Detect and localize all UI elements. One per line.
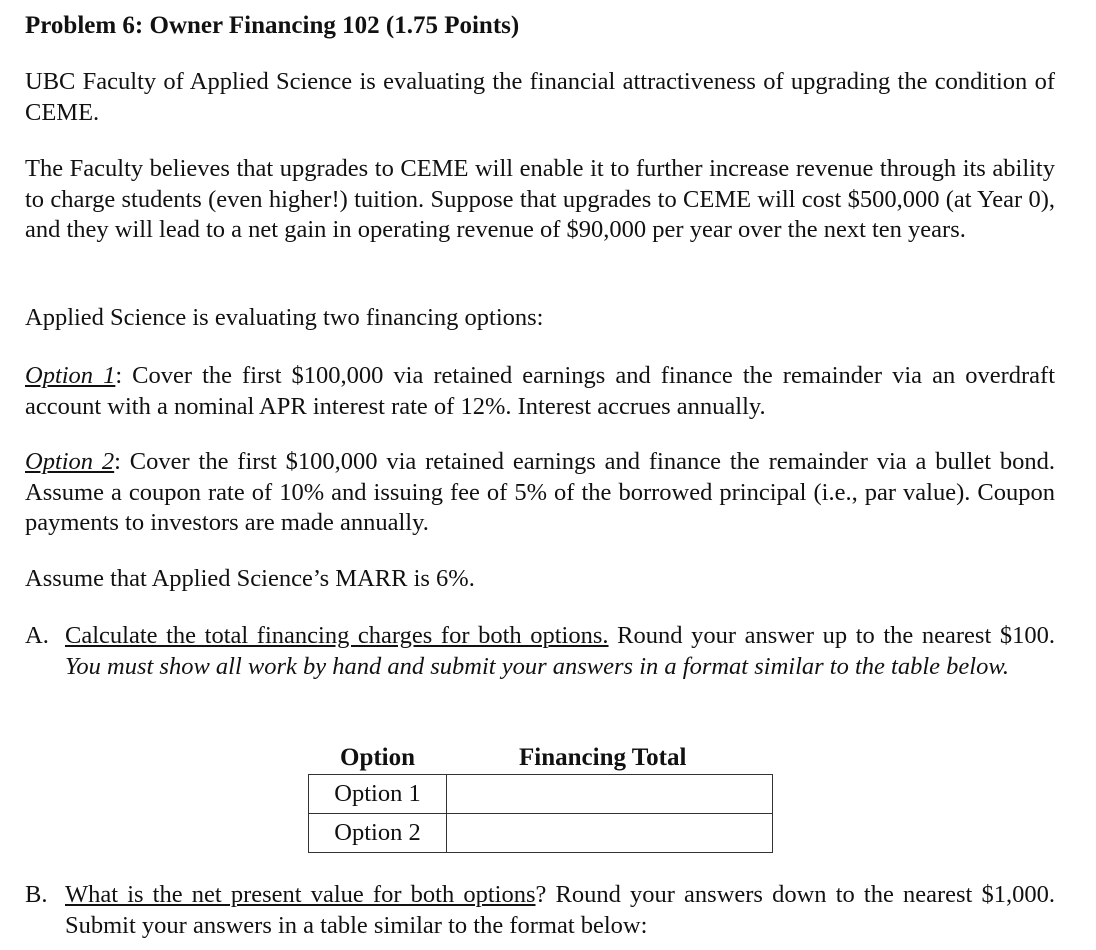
options-intro: Applied Science is evaluating two financing options: — [25, 304, 544, 331]
question-b-plain: ? Round your answers down to the nearest $1,000. Submit your answers in a table similar to the format below: — [65, 881, 1055, 939]
question-a-italic: You must show all work by hand and submit your answers in a format similar to the table below. — [65, 652, 1009, 680]
context-paragraph: The Faculty believes that upgrades to CEME will enable it to further increase revenue through its ability to charge students (even higher!) tuition. Suppose that upgrades to CEME will cost $500,000 (at Year 0), and they will lead to a net gain in operating revenue of $90,000 per year over the next ten years. — [25, 155, 1055, 243]
problem-title: Problem 6: Owner Financing 102 (1.75 Points) — [25, 12, 520, 39]
option-2-text: : Cover the first $100,000 via retained earnings and finance the remainder via a bullet bond. Assume a coupon rate of 10% and issuing fee of 5% of the borrowed principal (i.e., par value). Coupon payments to investors are made annually. — [25, 448, 1055, 536]
option-1-label: Option 1 — [25, 362, 116, 389]
intro-paragraph: UBC Faculty of Applied Science is evaluating the financial attractiveness of upgrading the condition of CEME. — [25, 68, 1055, 126]
table-header-option: Option — [340, 744, 416, 771]
option-2-label: Option 2 — [25, 448, 115, 475]
option-2-paragraph — [25, 447, 1055, 539]
table-header-financing-total: Financing Total — [519, 744, 687, 771]
table-row — [309, 775, 772, 813]
marr-statement: Assume that Applied Science’s MARR is 6%. — [25, 565, 475, 592]
option-1-paragraph — [25, 361, 1055, 422]
question-b-underlined: What is the net present value for both options — [65, 881, 536, 908]
question-b-letter: B. — [25, 881, 48, 908]
option-1-text: : Cover the first $100,000 via retained earnings and finance the remainder via an overdraft account with a nominal APR interest rate of 12%. Interest accrues annually. — [25, 362, 1056, 420]
question-a-letter: A. — [25, 622, 49, 649]
table-row — [309, 813, 772, 852]
question-a-underlined: Calculate the total financing charges for both options. — [65, 622, 609, 649]
table-cell-option: Option 1 — [309, 775, 447, 813]
question-a-plain: Round your answer up to the nearest $100. — [608, 622, 1056, 649]
question-b — [25, 880, 1055, 941]
table-grid — [308, 774, 773, 853]
question-a — [25, 621, 1055, 682]
table-cell-option: Option 2 — [309, 814, 447, 852]
